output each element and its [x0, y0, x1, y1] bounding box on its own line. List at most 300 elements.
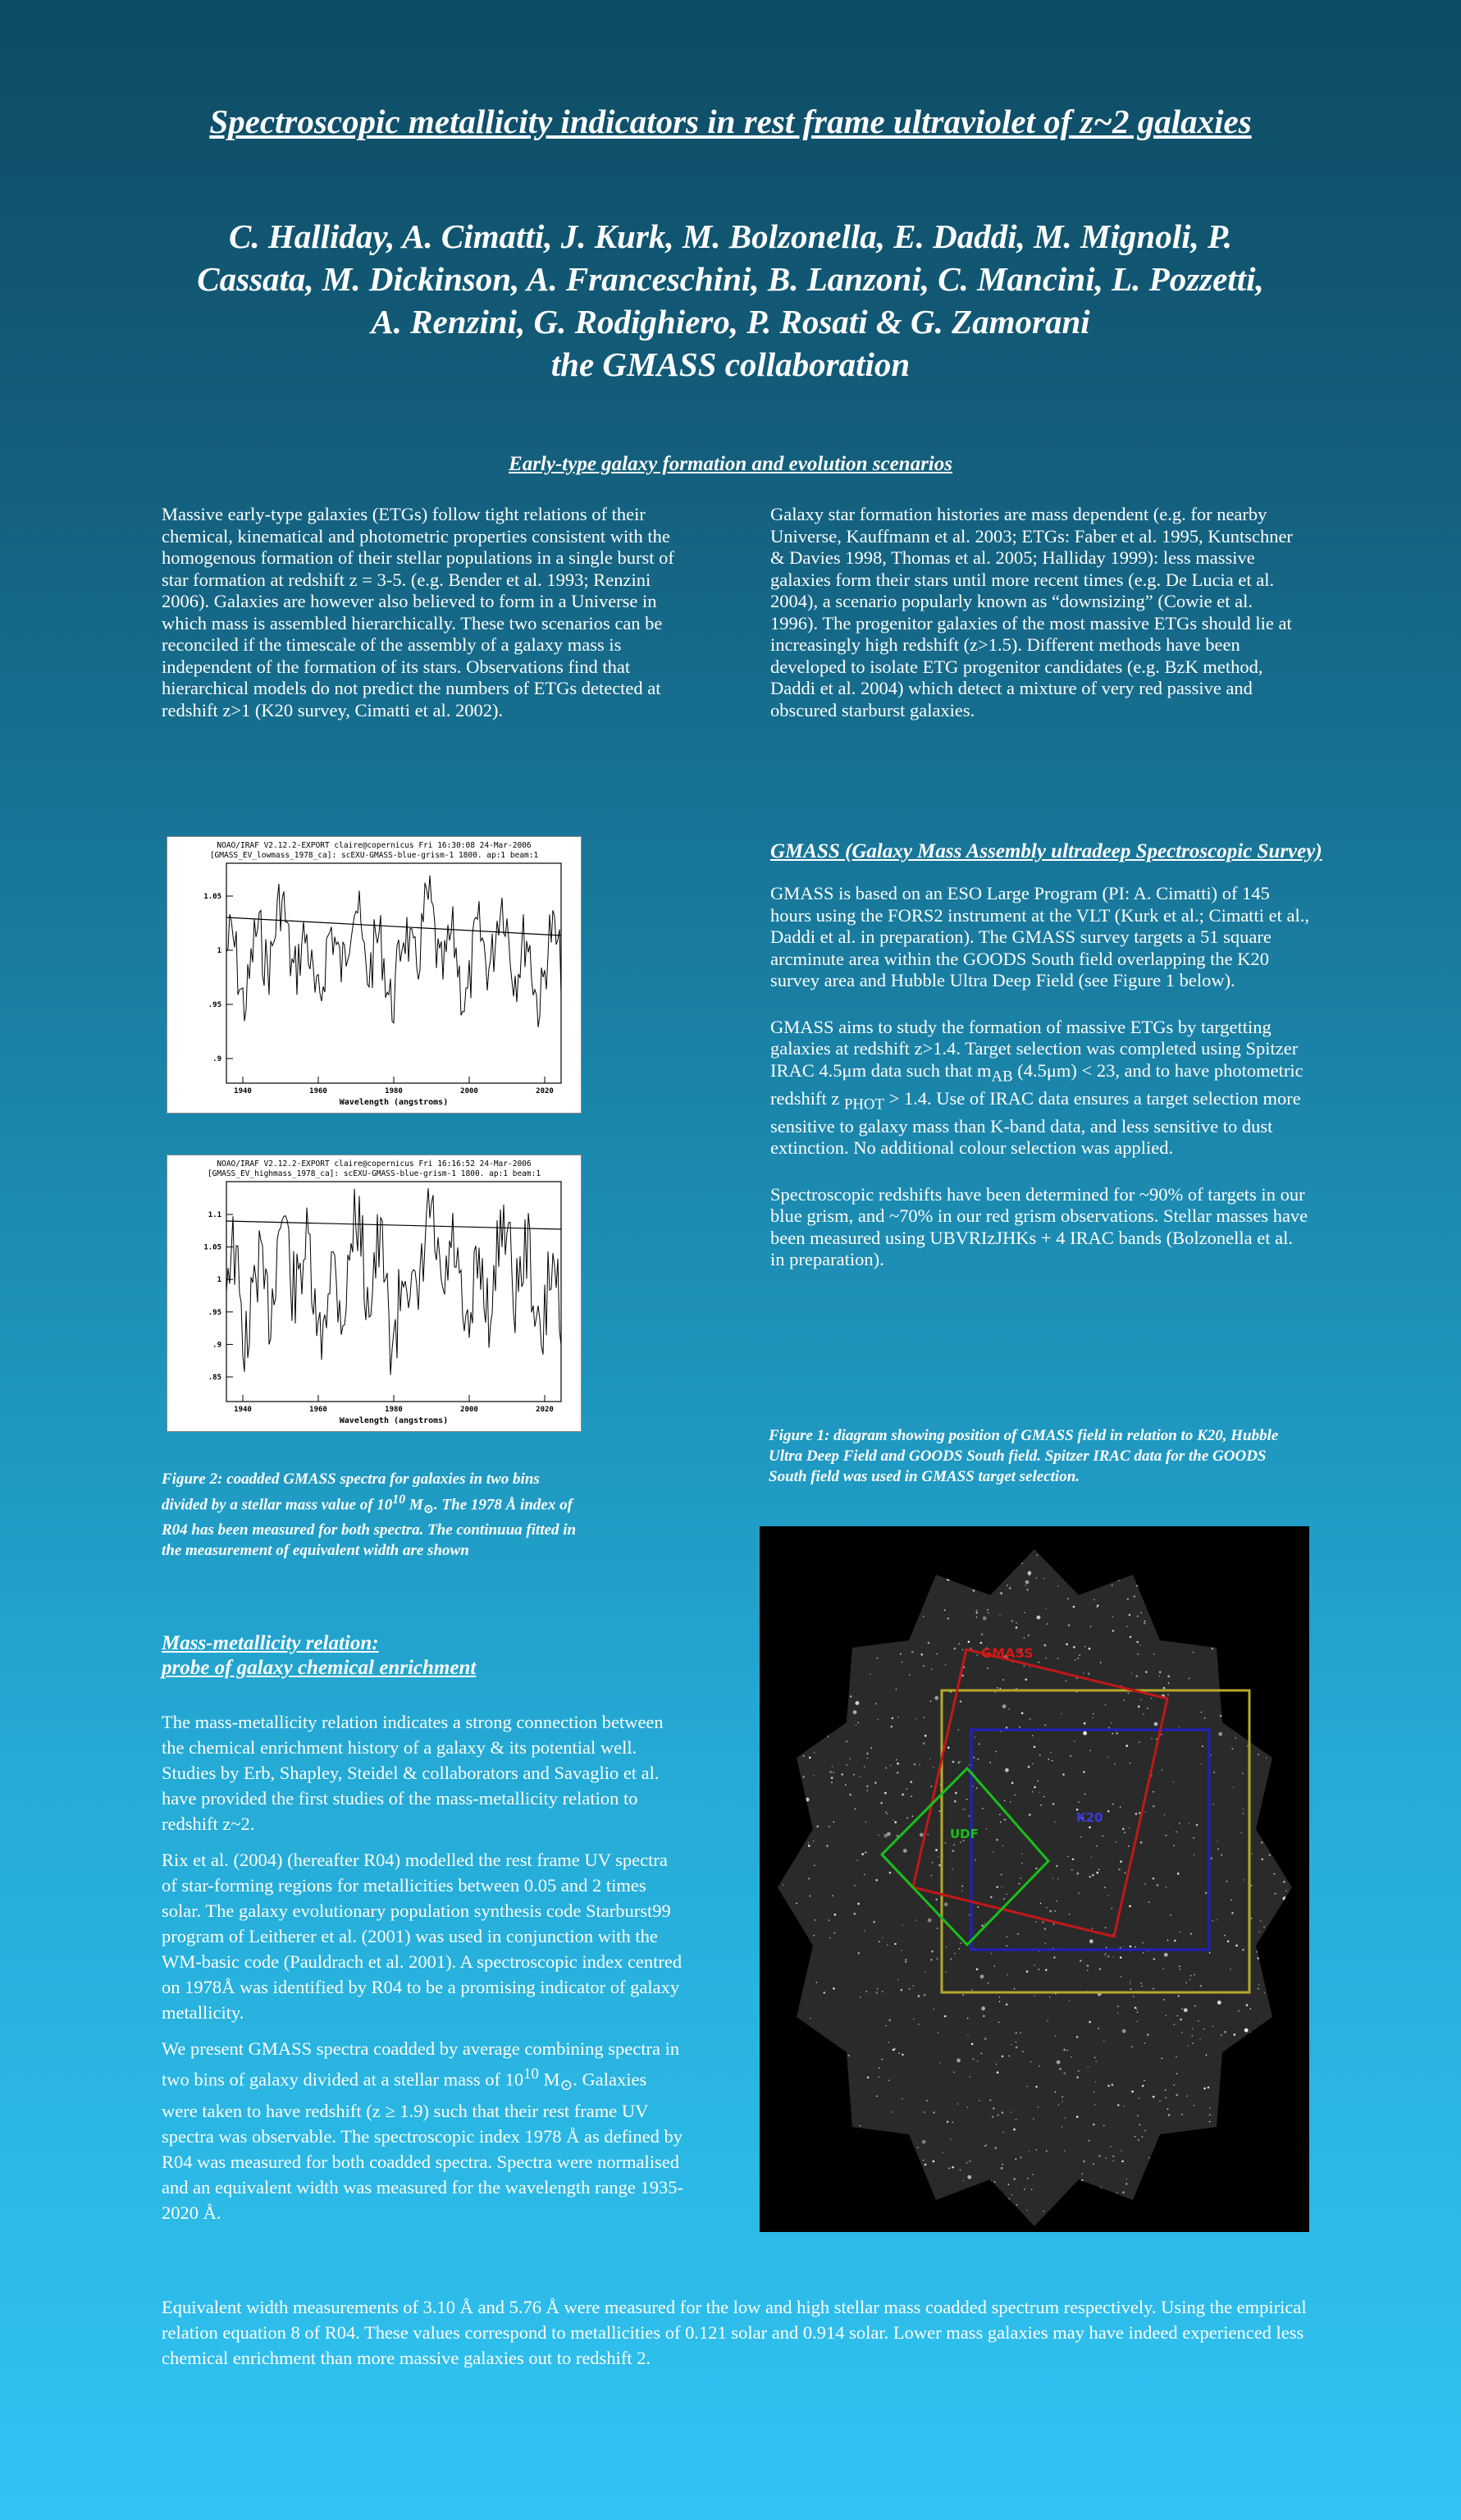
star [963, 1576, 965, 1577]
figure-2-caption [162, 1469, 580, 1561]
star [867, 2076, 870, 2079]
star [1058, 2104, 1060, 2106]
star [1144, 2080, 1145, 2082]
star [1274, 2202, 1276, 2205]
star [779, 1705, 782, 1708]
star [864, 1766, 865, 1768]
star [780, 1603, 782, 1604]
star [1049, 1910, 1052, 1913]
star [1107, 1810, 1110, 1813]
star [976, 1969, 979, 1971]
star [1037, 1781, 1039, 1782]
star [1221, 2034, 1222, 2036]
star [1281, 1821, 1283, 1823]
star [1285, 2197, 1287, 2199]
star [1138, 2139, 1139, 2141]
star [860, 1776, 861, 1777]
star [1048, 1759, 1050, 1760]
star [888, 2042, 889, 2043]
star [778, 2172, 779, 2174]
star [894, 1943, 897, 1946]
star [913, 1985, 915, 1987]
star [883, 1834, 888, 1838]
star [1070, 1755, 1072, 1758]
star [1174, 1940, 1176, 1942]
star [846, 1741, 847, 1743]
star [1061, 1713, 1062, 1715]
star [797, 1681, 799, 1683]
star [961, 1890, 963, 1891]
star [958, 1763, 960, 1764]
star [857, 2210, 859, 2211]
star [860, 2125, 861, 2127]
star [1194, 2105, 1195, 2106]
star [873, 1921, 875, 1923]
star [1301, 1548, 1303, 1550]
star [865, 2203, 866, 2205]
star [1298, 2018, 1299, 2019]
star [1302, 1795, 1303, 1796]
star [854, 1808, 856, 1810]
star [1224, 2031, 1226, 2033]
star [1167, 1694, 1169, 1695]
star [995, 2147, 998, 2149]
star [1161, 2058, 1162, 2060]
star [810, 2048, 812, 2051]
star [818, 1728, 820, 1731]
star [1033, 2118, 1034, 2120]
star [824, 2102, 825, 2104]
star [975, 1612, 978, 1614]
star [967, 2034, 969, 2036]
star [1052, 1803, 1055, 1805]
star [1290, 1617, 1292, 1618]
star [853, 1774, 855, 1776]
star [889, 1593, 891, 1594]
star [1202, 1745, 1203, 1747]
star [1117, 2104, 1120, 2106]
star [1007, 1936, 1008, 1937]
star [1231, 1912, 1234, 1914]
star [1283, 2005, 1285, 2006]
star [879, 2076, 880, 2078]
paragraph-1: GMASS is based on an ESO Large Program (PI: A. Cimatti) of 145 hours using the FORS2 instrument at the VLT (Kurk et al.; Cimatti et al., Daddi et al. in preparation). The GMASS survey targets a 51 square arcminute area within the GOODS South field overlapping the K20 survey area and Hubble Ultra Deep Field (see Figure 1 below). [770, 883, 1310, 990]
star [790, 2175, 792, 2177]
star [979, 2100, 980, 2102]
star [793, 1820, 796, 1823]
figure-1-caption: Figure 1: diagram showing position of GMASS field in relation to K20, Hubble Ultra Deep Field and GOODS South field. Spitzer IRAC data for the GOODS South field was used in GMASS target selection. [769, 1427, 1279, 1485]
star [1233, 1665, 1235, 1667]
star [766, 2216, 768, 2218]
star [1293, 2175, 1295, 2177]
star [902, 1950, 903, 1951]
star [798, 1804, 800, 1805]
star [1134, 1595, 1136, 1598]
star [1030, 1718, 1031, 1720]
star [1008, 2198, 1011, 2201]
star [792, 2175, 793, 2176]
k20-label: K20 [1076, 1810, 1103, 1825]
star [987, 1609, 988, 1611]
star [938, 2032, 939, 2033]
star [1290, 1675, 1293, 1677]
star [932, 1862, 934, 1864]
star [1181, 2008, 1183, 2010]
star [789, 1535, 791, 1537]
star [1009, 1587, 1011, 1589]
star [775, 1877, 778, 1879]
star [1276, 2002, 1278, 2004]
star [804, 1737, 806, 1739]
star [865, 1851, 867, 1854]
star [876, 2096, 878, 2097]
star [1057, 1878, 1059, 1880]
star [1002, 2111, 1004, 2114]
star [760, 1843, 765, 1847]
star [1034, 1964, 1035, 1966]
star [1135, 1562, 1138, 1564]
star [902, 2054, 904, 2056]
star [1274, 1836, 1276, 1839]
star [1043, 1578, 1045, 1580]
star [1142, 2136, 1144, 2138]
star [1147, 1708, 1148, 1709]
star [1307, 1750, 1308, 1752]
star [1161, 1734, 1162, 1736]
star [1125, 2183, 1128, 2185]
star [981, 1633, 984, 1635]
star [770, 1862, 772, 1864]
star [994, 1692, 996, 1694]
star [765, 2021, 767, 2024]
star [832, 1896, 833, 1897]
star [1053, 1553, 1055, 1555]
star [1053, 2221, 1055, 2223]
star [1094, 1570, 1096, 1571]
star [1212, 1644, 1213, 1645]
star [1124, 2106, 1125, 2107]
star [770, 1879, 774, 1883]
star [1194, 2178, 1195, 2179]
star [1283, 1881, 1285, 1883]
star [1190, 1932, 1193, 1935]
star [1050, 1752, 1052, 1754]
star [984, 2037, 987, 2040]
star [1124, 1526, 1126, 1529]
star [851, 2133, 852, 2134]
star [1212, 2195, 1214, 2197]
star [836, 1711, 838, 1713]
star [1198, 2020, 1199, 2022]
star [1212, 1635, 1214, 1636]
star [1238, 2010, 1240, 2012]
star [1268, 2114, 1270, 2115]
star [794, 1802, 797, 1804]
star [1026, 1589, 1029, 1591]
star [1251, 1885, 1253, 1887]
star [807, 2036, 809, 2037]
star [813, 1775, 815, 1777]
star [1299, 1526, 1300, 1527]
star [1209, 2114, 1211, 2115]
star [987, 1667, 988, 1669]
star [1126, 1626, 1128, 1627]
star [1258, 1988, 1259, 1990]
star [784, 1715, 786, 1717]
star [1234, 2033, 1236, 2036]
star [1244, 1699, 1245, 1700]
star [1103, 2125, 1105, 2127]
star [1062, 2126, 1063, 2128]
star [1124, 1832, 1125, 1834]
star [1275, 2201, 1279, 2205]
star [1128, 1693, 1130, 1694]
star [889, 1872, 892, 1874]
star [829, 2159, 830, 2161]
star [1022, 1562, 1024, 1564]
star [1027, 2178, 1029, 2179]
star [761, 1969, 763, 1971]
star [784, 2170, 786, 2171]
star [945, 1842, 947, 1844]
star [1166, 1626, 1167, 1628]
star [1002, 2164, 1003, 2166]
iraf-header-line-2: [GMASS_EV_lowmass_1978_ca]: scEXU-GMASS-blue-grism-1 1800. ap:1 beam:1 [209, 851, 539, 860]
star [1044, 1644, 1047, 1647]
star [1019, 1883, 1020, 1885]
star [930, 1959, 933, 1961]
star [1201, 1763, 1203, 1765]
star [1273, 1786, 1275, 1787]
star [882, 1991, 883, 1992]
star [1147, 2033, 1149, 2036]
star [1034, 1995, 1035, 1996]
star [956, 2059, 961, 2063]
star [1262, 2155, 1264, 2156]
star [1240, 2041, 1242, 2042]
star [909, 1988, 911, 1990]
star [1022, 2051, 1024, 2052]
star [1118, 2217, 1121, 2220]
star [994, 1965, 996, 1967]
star [1112, 1585, 1113, 1586]
star [831, 1777, 833, 1779]
star [983, 2015, 985, 2018]
star [921, 2230, 924, 2232]
star [760, 2065, 761, 2066]
subscript: ⊙ [559, 2077, 573, 2094]
star [1029, 1813, 1031, 1816]
star [1262, 1859, 1264, 1861]
star [1095, 2081, 1097, 2083]
star [1078, 1592, 1080, 1594]
star [1235, 1626, 1237, 1629]
star [771, 1760, 773, 1762]
star [1182, 2187, 1184, 2188]
star [1295, 2118, 1298, 2120]
star [926, 1575, 928, 1576]
star [1299, 2117, 1301, 2120]
star [894, 2048, 897, 2051]
star [768, 2040, 769, 2042]
star [1193, 1837, 1194, 1839]
star [788, 2140, 790, 2143]
star [1107, 2193, 1109, 2194]
star [765, 1936, 766, 1937]
star [1185, 1539, 1188, 1541]
star [1220, 2181, 1221, 2183]
star [1208, 2186, 1210, 2188]
star [960, 1530, 962, 1532]
star [1299, 1681, 1300, 1682]
star [1094, 2104, 1096, 2106]
star [1084, 1722, 1086, 1725]
star [962, 1994, 964, 1996]
star [1083, 1771, 1085, 1773]
star [1303, 2212, 1305, 2215]
star [1089, 1939, 1093, 1943]
star [1298, 2152, 1299, 2153]
star [1021, 1863, 1023, 1864]
star [1176, 2094, 1178, 2097]
star [980, 1974, 984, 1978]
star [1285, 2124, 1287, 2127]
star [1063, 2072, 1066, 2074]
star [1166, 1547, 1168, 1549]
star [831, 2098, 833, 2100]
paragraph-1: The mass-metallicity relation indicates a strong connection between the chemical enrichment history of a galaxy & its potential well. Studies by Erb, Shapley, Steidel & collaborators and Savaglio et al. have provided the first studies of the mass-metallicity relation to redshift z~2. [162, 1712, 664, 1834]
star [1096, 1557, 1098, 1559]
star [843, 2055, 845, 2056]
star [879, 2135, 880, 2137]
star [956, 2103, 958, 2105]
star [780, 2125, 783, 2128]
star [1257, 1950, 1261, 1954]
star [1000, 1688, 1002, 1690]
star [1002, 2056, 1004, 2058]
star [825, 1682, 828, 1685]
star [1285, 1568, 1286, 1570]
star [1083, 1731, 1087, 1736]
star [833, 1822, 835, 1823]
star [1153, 2225, 1157, 2230]
star [1037, 1554, 1039, 1556]
star [993, 1851, 994, 1853]
star [1167, 2108, 1169, 2110]
star [761, 1956, 765, 1960]
star [1018, 1549, 1020, 1551]
star [1283, 1920, 1285, 1922]
star [1258, 1598, 1259, 1600]
star [760, 1957, 764, 1961]
star [1216, 1919, 1217, 1921]
star [804, 1578, 806, 1580]
star [1307, 1847, 1308, 1849]
star [1026, 1970, 1029, 1973]
star [1045, 1969, 1048, 1971]
star [923, 1717, 925, 1718]
goods-south-field-outline [778, 1549, 1292, 2226]
star [1053, 1923, 1055, 1925]
star [1078, 1892, 1080, 1894]
star [1112, 2156, 1115, 2158]
star [997, 2114, 999, 2116]
star [880, 1802, 883, 1804]
poster-title: Spectroscopic metallicity indicators in rest frame ultraviolet of z~2 galaxies [209, 103, 1252, 140]
star [1274, 2075, 1276, 2077]
star [1234, 1694, 1236, 1696]
star [981, 2053, 983, 2055]
star [1276, 1803, 1280, 1807]
star [1153, 1988, 1154, 1990]
star [1096, 1845, 1098, 1847]
star [780, 1946, 782, 1947]
star [1071, 1869, 1073, 1871]
star [1209, 2121, 1211, 2123]
star [906, 1788, 907, 1790]
star [1114, 2211, 1116, 2213]
star [1230, 1900, 1232, 1901]
udf-label: UDF [950, 1827, 979, 1841]
star [997, 1687, 998, 1689]
paragraph: Massive early-type galaxies (ETGs) follow tight relations of their chemical, kinematical and photometric properties consistent with the homogenous formation of their stellar populations in a single burst of star formation at redshift z = 3-5. (e.g. Bender et al. 1993; Renzini 2006). Galaxies are however also believed to form in a Universe in which mass is assembled hierarchically. These two scenarios can be reconciled if the timescale of the assembly of a galaxy mass is independent of the formation of its stars. Observations find that hierarchical models do not predict the numbers of ETGs detected at redshift z>1 (K20 survey, Cimatti et al. 2002). [162, 504, 674, 720]
star [1128, 1845, 1130, 1847]
star [795, 1801, 797, 1803]
star [948, 2167, 950, 2169]
star [783, 1707, 785, 1708]
star [923, 1742, 925, 1745]
star [995, 1751, 997, 1753]
star [993, 2107, 995, 2110]
star [1143, 1952, 1144, 1954]
star [1217, 1841, 1219, 1842]
star [1075, 1659, 1076, 1661]
star [1232, 1589, 1235, 1591]
star [877, 1658, 879, 1659]
star [961, 2204, 964, 2207]
x-tick-label: 1940 [234, 1406, 252, 1414]
star [801, 1557, 804, 1559]
star [974, 1553, 975, 1555]
star [1106, 2157, 1107, 2159]
star [841, 1630, 842, 1632]
star [865, 1822, 867, 1823]
star [1016, 1622, 1017, 1624]
star [1259, 2106, 1261, 2108]
star [1144, 1581, 1147, 1584]
star [1250, 1553, 1252, 1555]
star [902, 1794, 904, 1796]
star [1187, 1568, 1189, 1570]
star [973, 2059, 975, 2060]
star [1180, 2138, 1181, 2139]
star [875, 1992, 878, 1994]
star [1170, 1612, 1171, 1613]
star [1299, 1538, 1300, 1539]
star [1092, 1928, 1093, 1929]
y-tick-label: 1.1 [208, 1211, 221, 1219]
star [783, 1754, 785, 1755]
star [961, 1886, 963, 1887]
star [1036, 1577, 1038, 1579]
star [856, 1701, 860, 1705]
star [1266, 1692, 1267, 1694]
star [922, 2140, 926, 2144]
star [1112, 2083, 1114, 2086]
star [888, 2019, 891, 2022]
star [794, 1749, 796, 1750]
x-tick-label: 1960 [309, 1406, 327, 1414]
